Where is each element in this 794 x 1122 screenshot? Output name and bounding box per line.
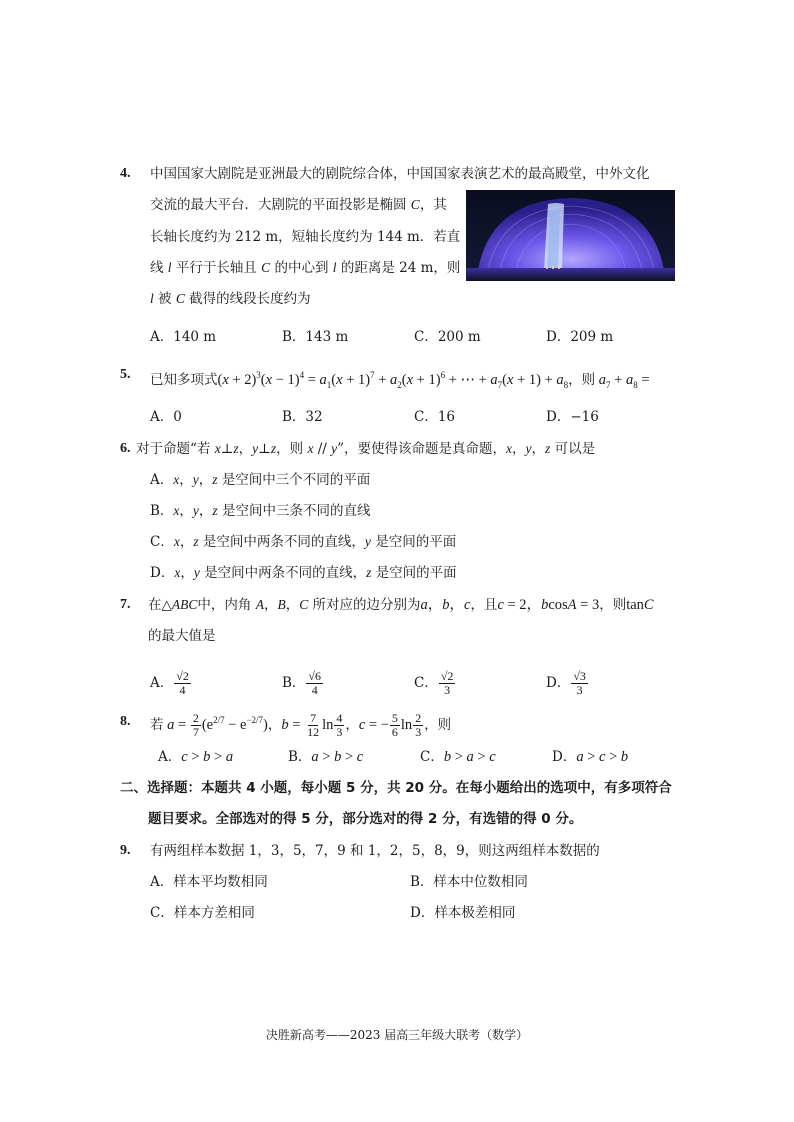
question-4-option-a: A．140 m <box>150 329 217 345</box>
question-6-option-d: D．x，y 是空间中两条不同的直线，z 是空间的平面 <box>150 565 457 581</box>
national-grand-theatre-photo <box>466 190 675 281</box>
question-5-stem: 已知多项式$(x + 2)^3(x - 1)^4 = a_1(x + 1)^7 + a_2(x + 1)^6$ + ⋯ + $a_7(x + 1) + a_8$，则 $a_7 + a_8$ = <box>150 370 650 390</box>
question-5-option-d: D．−16 <box>546 409 599 425</box>
question-9-option-c: C．样本方差相同 <box>150 905 255 921</box>
question-9-option-d: D．样本极差相同 <box>410 905 516 921</box>
question-5-option-b: B．32 <box>282 409 323 425</box>
question-8-option-c: C．b > a > c <box>420 749 496 765</box>
question-7-option-c: C． $\frac{√2}{3}$ <box>414 669 454 697</box>
question-4-option-b: B．143 m <box>282 329 349 345</box>
question-6-number: 6. <box>120 441 131 456</box>
question-6-option-c: C．x，z 是空间中两条不同的直线，y 是空间的平面 <box>150 534 457 550</box>
question-7-option-d: D． $\frac{√3}{3}$ <box>546 669 586 697</box>
question-8-option-d: D．a > c > b <box>552 749 629 765</box>
question-4-option-d: D．209 m <box>546 329 614 345</box>
question-6-option-b: B．x，y，z 是空间中三条不同的直线 <box>150 503 371 519</box>
question-9-option-a: A．样本平均数相同 <box>150 874 268 890</box>
question-9-number: 9. <box>120 843 131 858</box>
question-7-line-2: 的最大值是 <box>148 628 216 644</box>
section-2-heading-line-1: 二、选择题：本题共 4 小题，每小题 5 分，共 20 分。在每小题给出的选项中，有多项符合 <box>120 780 672 796</box>
question-7-stem: 在△ABC中，内角 A，B，C 所对应的边分别为a，b，c，且c = 2，bcosA = 3，则tanC <box>148 597 654 613</box>
question-4-line-2: 交流的最大平台．大剧院的平面投影是椭圆 C，其 <box>150 197 447 213</box>
question-7-option-a: A． $\frac{√2}{4}$ <box>150 669 189 697</box>
question-4-line-5: l 被 C 截得的线段长度约为 <box>150 291 311 307</box>
question-4-number: 4. <box>120 166 131 181</box>
question-7-option-b: B． $\frac{√6}{4}$ <box>282 669 322 697</box>
question-5-number: 5. <box>120 367 131 382</box>
question-4-line-3: 长轴长度约为 212 m，短轴长度约为 144 m．若直 <box>150 229 461 245</box>
section-2-heading-line-2: 题目要求。全部选对的得 5 分，部分选对的得 2 分，有选错的得 0 分。 <box>148 811 583 827</box>
question-4-line-1: 中国国家大剧院是亚洲最大的剧院综合体，中国国家表演艺术的最高殿堂，中外文化 <box>150 166 650 182</box>
question-9-option-b: B．样本中位数相同 <box>410 874 528 890</box>
question-8-option-a: A．c > b > a <box>158 749 234 765</box>
question-4-option-c: C．200 m <box>414 329 481 345</box>
question-8-number: 8. <box>120 714 131 729</box>
question-4-line-4: 线 l 平行于长轴且 C 的中心到 l 的距离是 24 m，则 <box>150 260 461 276</box>
question-6-stem: 对于命题“若 x⊥z，y⊥z，则 x // y”，要使得该命题是真命题，x，y，z 可以是 <box>136 441 596 457</box>
question-8-stem: 若 a = $\frac{2}{7}$ $(e^{2/7} - e^{-2/7})$，b = $\frac{7}{12}$ ln $\frac{4}{3}$ ，c = − $\frac{5}{6}$ ln $\frac{2}{3}$ ，则 <box>150 710 452 739</box>
page-footer: 决胜新高考——2023 届高三年级大联考（数学） <box>265 1028 529 1042</box>
question-5-option-c: C．16 <box>414 409 456 425</box>
question-5-option-a: A．0 <box>150 409 182 425</box>
question-7-number: 7. <box>120 597 131 612</box>
question-9-stem: 有两组样本数据 1，3，5，7，9 和 1，2，5，8，9，则这两组样本数据的 <box>150 843 600 859</box>
question-8-option-b: B．a > b > c <box>288 749 364 765</box>
question-6-option-a: A．x，y，z 是空间中三个不同的平面 <box>150 472 371 488</box>
